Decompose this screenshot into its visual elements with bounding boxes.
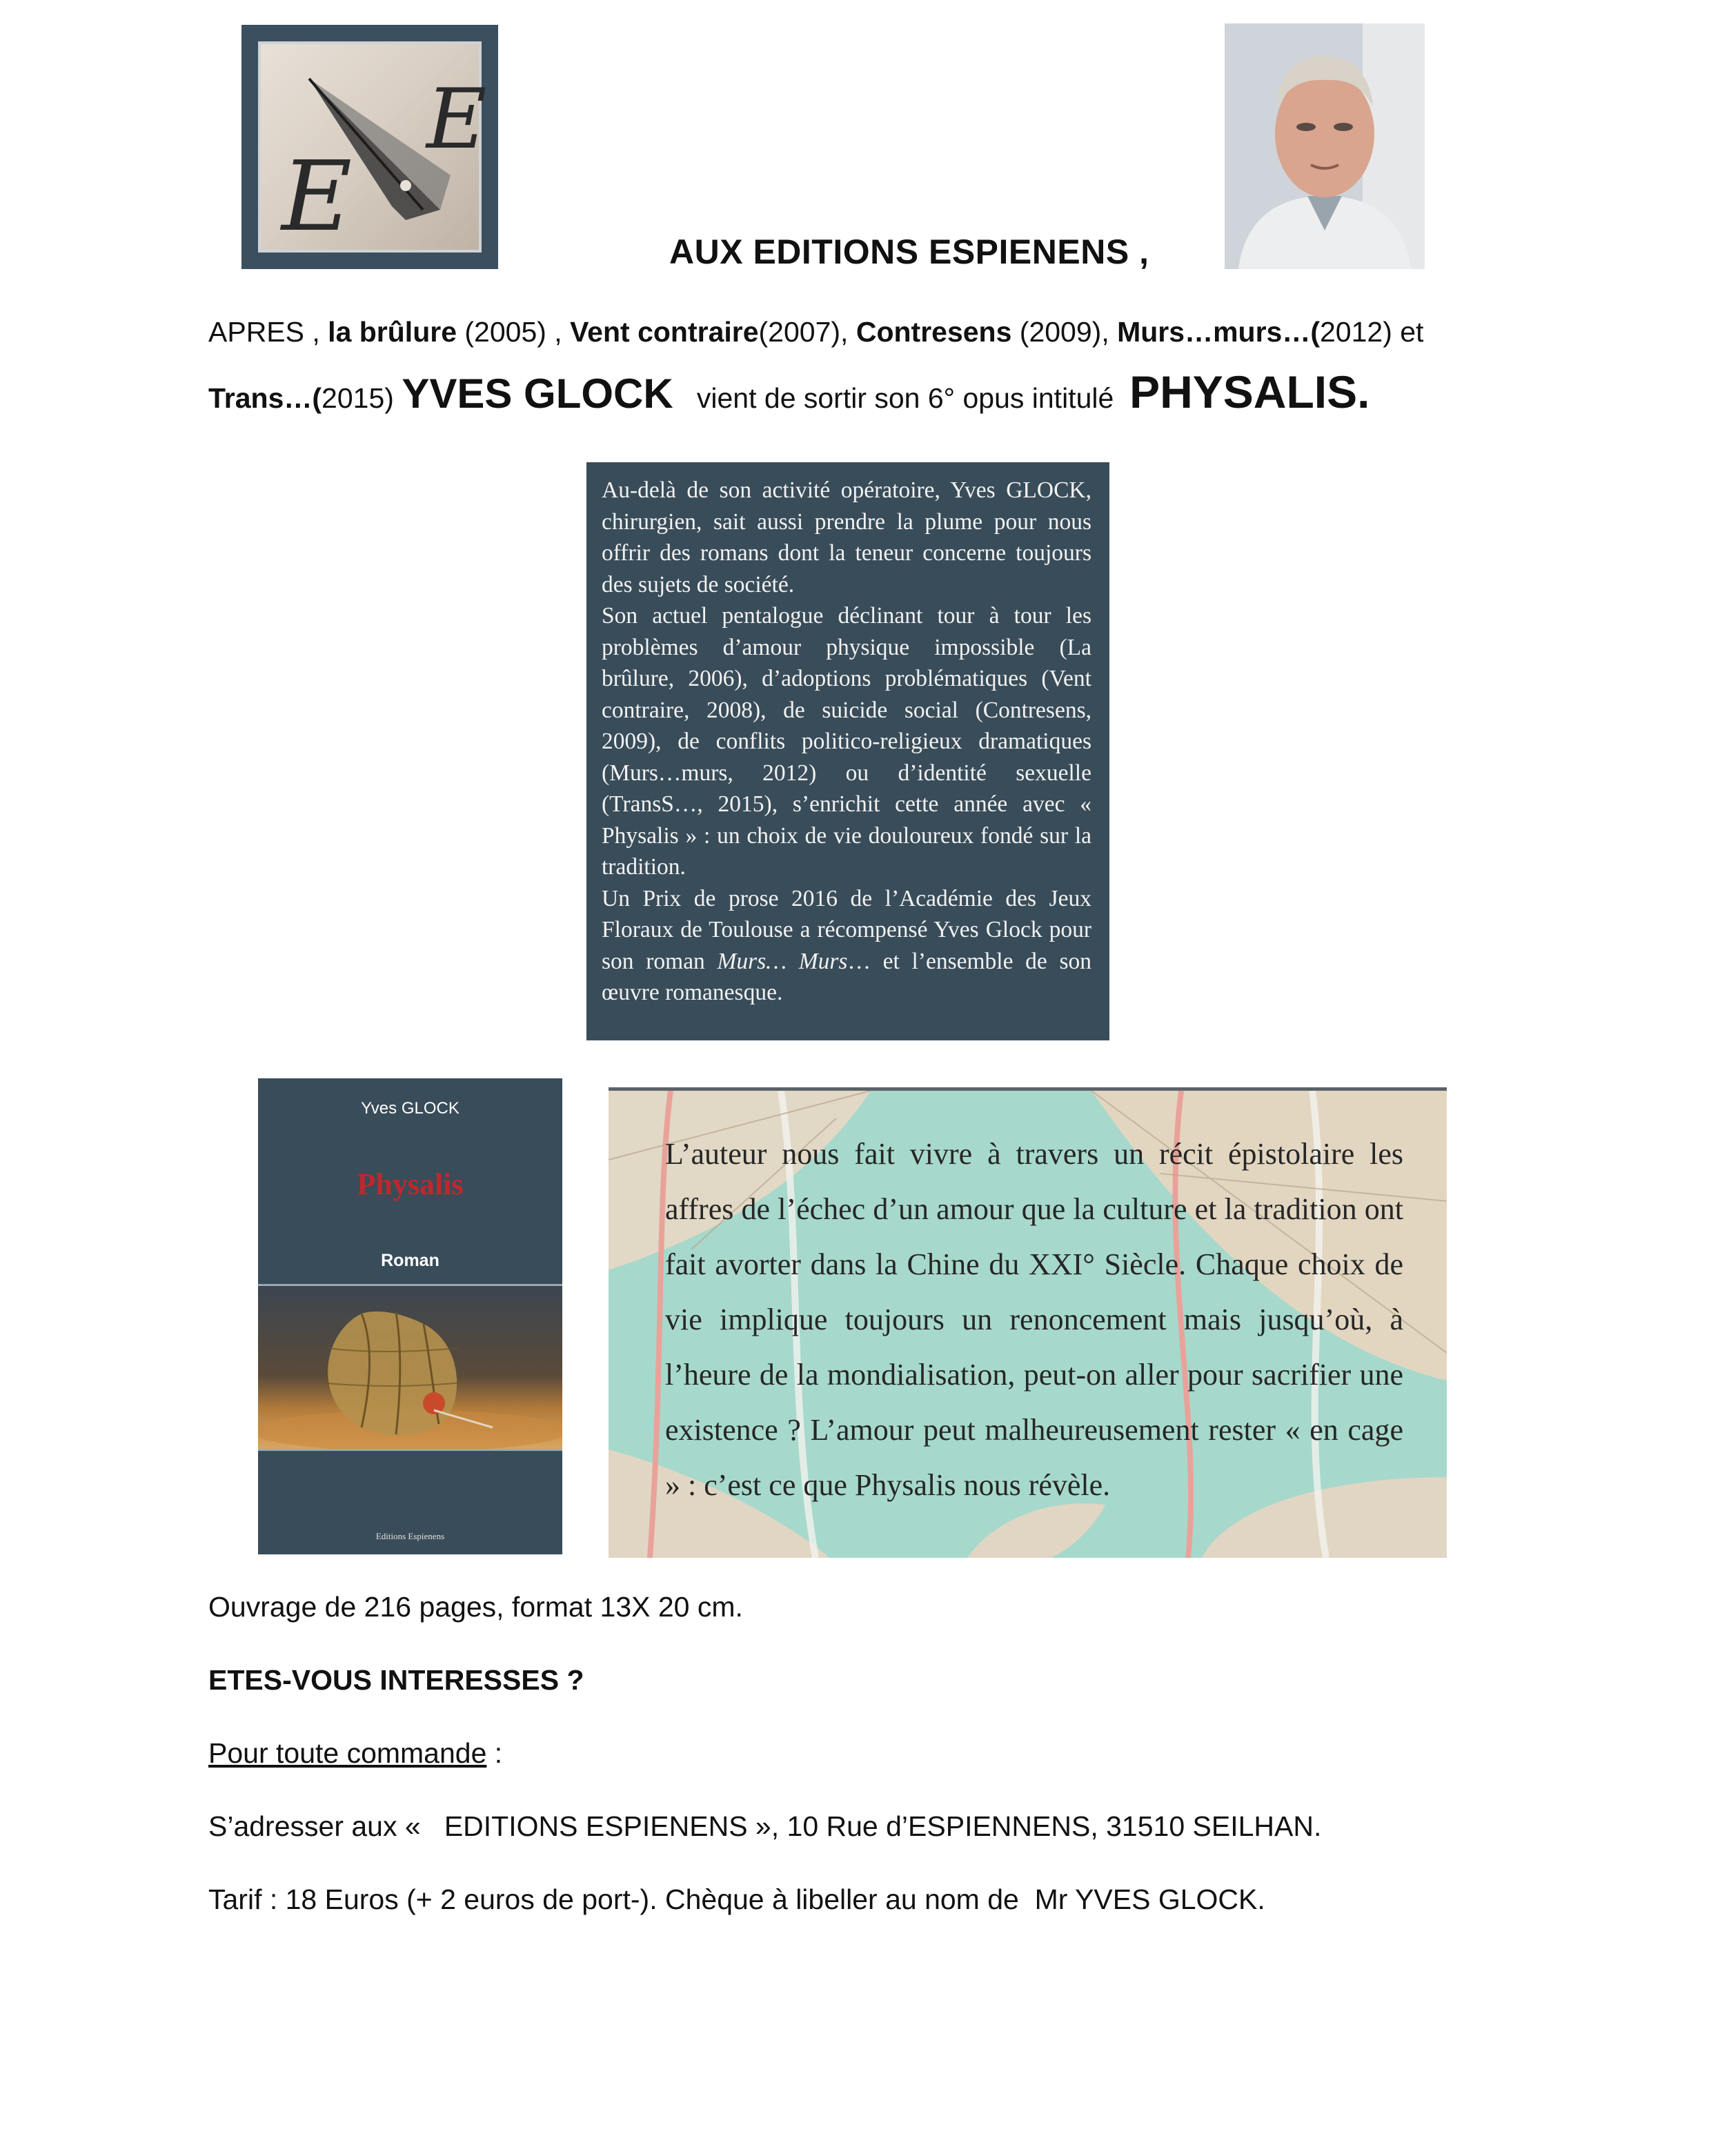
intro-prefix: APRES , xyxy=(208,316,328,348)
intro-line-2 xyxy=(208,366,1370,418)
synopsis-box xyxy=(609,1087,1447,1558)
book-year-4: 2012) et xyxy=(1319,316,1424,348)
order-price: Tarif : 18 Euros (+ 2 euros de port-). Chèque à libeller au nom de Mr YVES GLOCK. xyxy=(208,1883,1265,1915)
order-label-suffix: : xyxy=(486,1737,503,1769)
order-address: S’adresser aux « EDITIONS ESPIENENS », 10 Rue d’ESPIENNENS, 31510 SEILHAN. xyxy=(208,1810,1322,1842)
cover-genre: Roman xyxy=(381,1251,439,1270)
intro-middle-text: vient de sortir son 6° opus intitulé xyxy=(673,382,1130,414)
book-year-2: (2007), xyxy=(758,316,856,348)
book-title-3: Contresens xyxy=(856,316,1012,348)
intro-line-1 xyxy=(208,316,1423,348)
book-year-1: (2005) , xyxy=(457,316,571,348)
synopsis-text: L’auteur nous fait vivre à travers un récit épistolaire les affres de l’échec d’un amour que la culture et la tradition ont fait avorter dans la Chine du XXI° Siècle. Chaque choix de vie implique toujours un renoncement mais jusqu’où, à l’heure de la mondialisation, peut-on aller pour sacrifier une existence ? L’amour peut malheureusement rester « en cage » : c’est ce que Physalis nous révèle. xyxy=(665,1137,1403,1502)
order-label: Pour toute commande xyxy=(208,1737,487,1769)
author-bio-text xyxy=(602,475,1091,1009)
cover-physalis-image xyxy=(258,1284,562,1451)
cover-author: Yves GLOCK xyxy=(361,1099,459,1118)
interest-question: ETES-VOUS INTERESSES ? xyxy=(208,1664,584,1696)
publisher-logo xyxy=(241,25,498,269)
bio-p3-title: Murs… Murs xyxy=(717,948,848,974)
book-cover xyxy=(258,1078,562,1554)
author-bio-box xyxy=(586,462,1109,1040)
order-label-line xyxy=(208,1737,502,1770)
book-year-3: (2009), xyxy=(1011,316,1118,348)
book-year-5: 2015) xyxy=(322,382,402,414)
logo-letter-bottom: E xyxy=(281,141,353,253)
book-title-4: Murs…murs…( xyxy=(1117,316,1320,348)
bio-paragraph-2: Son actuel pentalogue déclinant tour à tour les problèmes d’amour physique impossible (La brûlure, 2006), d’adoptions problématiques (Vent contraire, 2008), de suicide social (Contresens, 2009), de conflits politico-religieux dramatiques (Murs…murs, 2012) ou d’identité sexuelle (TransS…, 2015), s’enrichit cette année avec « Physalis » : un choix de vie douloureux fondé sur la tradition. xyxy=(602,603,1091,880)
cover-title: Physalis xyxy=(357,1167,464,1201)
logo-frame xyxy=(258,41,487,253)
book-format-info: Ouvrage de 216 pages, format 13X 20 cm. xyxy=(208,1591,743,1623)
logo-letter-top: E xyxy=(426,72,487,168)
page-heading: AUX EDITIONS ESPIENENS , xyxy=(669,233,1149,271)
author-portrait-image xyxy=(1225,23,1425,269)
new-book-title: PHYSALIS. xyxy=(1129,366,1370,417)
book-title-5: Trans…( xyxy=(208,382,322,414)
bio-paragraph-1: Au-delà de son activité opératoire, Yves GLOCK, chirurgien, sait aussi prendre la plume pour nous offrir des romans dont la teneur concerne toujours des sujets de société. xyxy=(602,477,1091,597)
book-title-2: Vent contraire xyxy=(570,316,759,348)
bio-p3-end: … et l’ensemble de son œuvre romanesque. xyxy=(602,948,1091,1005)
bio-p3-start: Un Prix de prose 2016 de l’Académie des Jeux Floraux de Toulouse a récompensé Yves Glock pour son roman xyxy=(602,885,1091,974)
author-photo xyxy=(1225,23,1425,269)
author-name: YVES GLOCK xyxy=(402,370,673,417)
book-title-1: la brûlure xyxy=(328,316,457,348)
bio-paragraph-3 xyxy=(602,883,1091,1009)
cover-publisher: Editions Espienens xyxy=(375,1531,445,1541)
physalis-lantern-icon xyxy=(258,1286,562,1449)
